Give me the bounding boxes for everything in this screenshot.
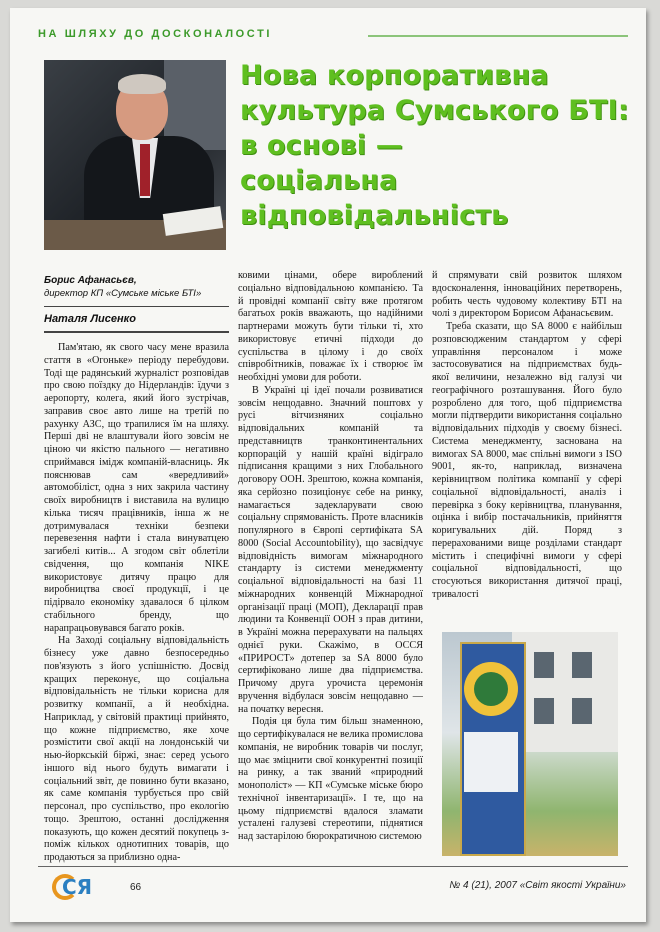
magazine-page (10, 8, 646, 922)
author-rule-bottom (44, 331, 229, 333)
issue-info: № 4 (21), 2007 «Світ якості України» (449, 880, 626, 891)
paragraph: На Заході соціальну відповідальність бізнесу уже давно безпосередньо пов'язують з його успішністю. Досвід кращих переконує, що соціальна відповідальність не тільки корисна для розвитку компанії, а й необхідна. Наприклад, у світовій практиці прийнято, що кожне підприємство, яке хоче розмістити свої акції на лондонській чи нью-йоркській біржі, знає: серед усього іншого від нього будуть вимагати і соціальний звіт, де повинно бути вказано, як саме компанія турбується про свій персонал, про суспільство, про екологію тощо. Зрештою, останні дослідження показують, що кожен десятий покупець з-поміж кількох однотипних товарів, що продаються за приблизно одна- (44, 635, 229, 863)
paragraph: В Україні ці ідеї почали розвиватися зовсім нещодавно. Значний поштовх у русі вітчизняних соціально відповідальних компаній та представництв транконтинентальних корпорацій у нашій країні відіграло підписання кращими з них Глобального договору ООН. Зрештою, кожна компанія, яка серйозно позиціонує себе на ринку, намагається задекларувати свою соціальну спрямованість. Проте власників популярного в Європі сертифіката SA 8000 (Social Accountobility), що засвідчує відповідність вимогам міжнародного стандарту із системи менеджменту соціальної відповідальності на базі 11 міжнародних конвенцій Міжнародної організації праці (МОП), Декларації прав людини та Конвенції ООН з прав дитини, в Україні можна перерахувати на пальцях однієї руки. Скажімо, в ОССЯ «ПРИРОСТ» дотепер за SA 8000 було сертифіковано лише два підприємства. Причому друга урочиста церемонія вручення відбулася зовсім нещодавно — на початку вересня. (238, 384, 423, 715)
paragraph: Треба сказати, що SA 8000 є найбільш розповсюдженим стандартом у сфері управління персоналом і може застосовуватися на підприємствах будь-якої величини, незалежно від галузі чи географічного розташування. Його було розроблено для того, щоб підприємства могли підтвердити використання соціально відповідальних підходів у своєму бізнесі. Система менеджменту, заснована на вимогах SA 8000, має спільні вимоги з ISO 9001, як-то, наприклад, визначена керівництвом політика компанії у сфері соціальної відповідальності, аналіз і перевірка з боку керівництва, планування, оцінка і вибір постачальників, прийняття коригувальних дій. Поряд з перерахованими вище розділами стандарт містить і специфічні вимоги у сфері соціальної відповідальності, що стосуються використання дитячої праці, тривалості (432, 321, 622, 600)
text-column-2 (238, 270, 423, 844)
page-number: 66 (130, 882, 142, 893)
bti-sign-photo (442, 632, 618, 856)
paragraph: й спрямувати свій розвиток шляхом вдосконалення, інноваційних перетворень, робить честь чудовому колективу БТІ на чолі з директором Борисом Афанасьєвим. (432, 270, 622, 320)
title-line: в основі — (240, 130, 403, 161)
logo-text: СЯ (62, 875, 93, 899)
paragraph: ковими цінами, обере вироблений соціально відповідальною компанією. Та й провідні компанії світу вже протягом багатьох років вважають, що надійними партнерами можуть бути тільки ті, хто використовує етичні підходи до суспільства в цілому і до своїх співробітників, поважає їх і створює їм необхідні умови для роботи. (238, 270, 423, 383)
section-header (38, 26, 628, 44)
header-rule (368, 35, 628, 37)
article-title (240, 58, 640, 233)
title-line: Нова корпоративна (240, 60, 549, 91)
paragraph: Пам'ятаю, як свого часу мене вразила стаття в «Огоньке» періоду перебудови. Тоді ще радянський журналіст розповідав про свою поїздку до Нідерландів: їдучи з аеропорту, колега, який його зустрічав, заправив своє авто лише на третій по рахунку АЗС, що трапилися їм на шляху. Перші дві не влаштували його зовсім не ціною чи якістю пального — негативно сприймався імідж компаній-власниць. Як пояснював сам «вередливий» автомобіліст, одна з них закрила частину своїх виробництв і виставила на вулицю кілька тисяч працівників, інша ж не дотримувалася техніки безпеки перевезення нафти і стала винуватцею загибелі китів... А згодом світ облетіли свідчення, що компанія NIKE використовує дитячу працю для виробництва своєї продукції, і це підірвало економіку здавалося б цілком стабільного бренду, що нарапрацьовувався багато років. (44, 342, 229, 634)
photo-caption-name: Борис Афанасьєв, (44, 275, 137, 286)
photo-caption-role: директор КП «Сумське міське БТІ» (44, 288, 202, 299)
text-column-1 (44, 342, 229, 865)
director-photo (44, 60, 226, 250)
magazine-logo (52, 874, 92, 900)
paragraph: Подія ця була тим більш знаменною, що сертифікувалася не велика промислова компанія, не виробник товарів чи послуг, що має зміцнити свої конкурентні позиції на ринку, а так званий «природний монополіст» — КП «Сумське міське бюро технічної інвентаризації». І те, що на цьому підприємстві вдалося зламати усталені галузеві стереотипи, піднятися над застарілою бюрократичною системою (238, 716, 423, 842)
title-line: культура Сумського БТІ: (240, 95, 629, 126)
title-line: відповідальність (240, 200, 509, 231)
text-column-3 (432, 270, 622, 602)
author-rule-top (44, 306, 229, 307)
article-author: Наталя Лисенко (44, 313, 136, 325)
title-line: соціальна (240, 165, 398, 196)
section-label: НА ШЛЯХУ ДО ДОСКОНАЛОСТІ (38, 28, 273, 40)
footer-rule (38, 866, 628, 867)
